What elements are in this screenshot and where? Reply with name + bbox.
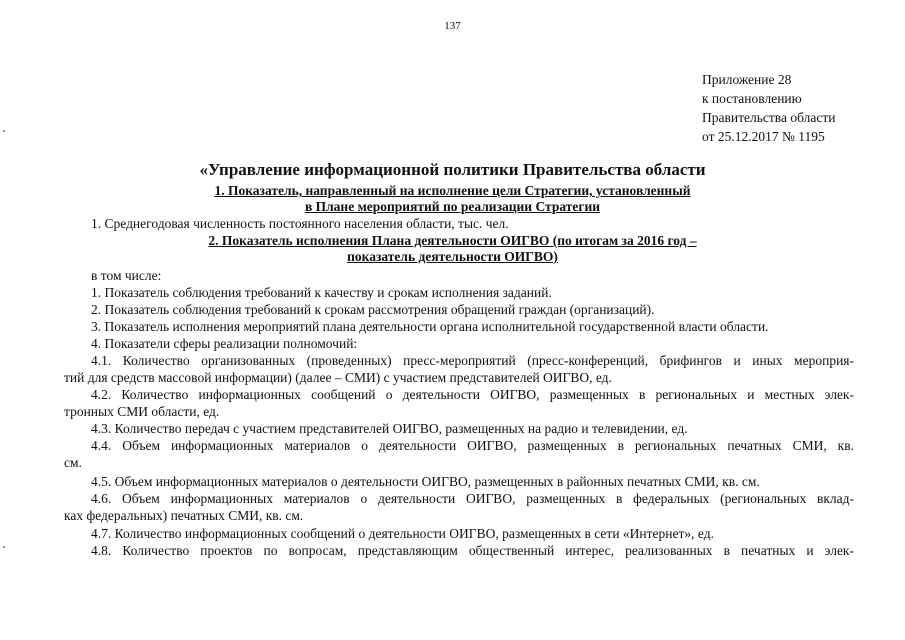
- list-item: 4.7. Количество информационных сообщений о деятельности ОИГВО, размещенных в сети «Интернет», ед.: [91, 526, 714, 541]
- list-item-cont: см.: [64, 455, 82, 470]
- scan-speck: [3, 130, 5, 132]
- approval-block: [702, 70, 835, 146]
- list-item-cont: тий для средств массовой информации) (далее – СМИ) с участием представителей ОИГВО, ед.: [64, 370, 612, 385]
- page-number: 137: [444, 20, 461, 32]
- list-item: 3. Показатель исполнения мероприятий плана деятельности органа исполнительной государственной власти области.: [91, 319, 769, 334]
- approval-line: от 25.12.2017 № 1195: [702, 129, 825, 144]
- list-item: 1. Показатель соблюдения требований к качеству и срокам исполнения заданий.: [91, 285, 552, 300]
- list-item: 4. Показатели сферы реализации полномочий:: [91, 336, 358, 351]
- document-title: «Управление информационной политики Правительства области: [199, 160, 706, 179]
- list-item: 4.3. Количество передач с участием представителей ОИГВО, размещенных на радио и телевидении, ед.: [91, 421, 688, 436]
- list-item: 4.1. Количество организованных (проведенных) пресс-мероприятий (пресс-конференций, брифингов и иных мероприя-: [91, 353, 854, 368]
- section2-heading-cont: показатель деятельности ОИГВО): [347, 249, 558, 264]
- list-item-cont: тронных СМИ области, ед.: [64, 404, 220, 419]
- section1-heading-cont: в Плане мероприятий по реализации Стратегии: [304, 199, 601, 214]
- list-item-cont: ках федеральных) печатных СМИ, кв. см.: [64, 508, 304, 523]
- list-item: 4.8. Количество проектов по вопросам, представляющим общественный интерес, реализованных в печатных и элек-: [91, 543, 854, 558]
- scan-speck: [3, 546, 5, 548]
- approval-line: Приложение 28: [702, 72, 792, 87]
- list-item: 4.5. Объем информационных материалов о деятельности ОИГВО, размещенных в районных печатных СМИ, кв. см.: [91, 474, 760, 489]
- including-label: в том числе:: [91, 268, 162, 283]
- approval-line: Правительства области: [702, 110, 836, 125]
- list-item: 4.6. Объем информационных материалов о деятельности ОИГВО, размещенных в федеральных (региональных вклад-: [91, 491, 854, 506]
- approval-line: к постановлению: [702, 91, 802, 106]
- list-item: 4.2. Количество информационных сообщений о деятельности ОИГВО, размещенных в региональных и местных элек-: [91, 387, 854, 402]
- section2-heading: 2. Показатель исполнения Плана деятельности ОИГВО (по итогам за 2016 год –: [208, 233, 697, 248]
- section1-heading: 1. Показатель, направленный на исполнение цели Стратегии, установленный: [214, 183, 691, 198]
- list-item: 4.4. Объем информационных материалов о деятельности ОИГВО, размещенных в региональных печатных СМИ, кв.: [91, 438, 854, 453]
- list-item: 2. Показатель соблюдения требований к срокам рассмотрения обращений граждан (организаций).: [91, 302, 655, 317]
- section1-item: 1. Среднегодовая численность постоянного населения области, тыс. чел.: [91, 216, 509, 231]
